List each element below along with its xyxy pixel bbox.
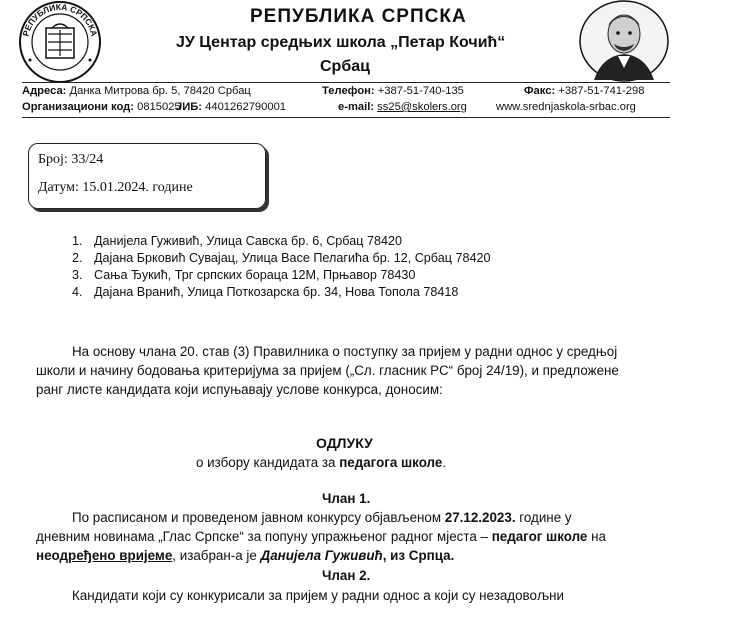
seal-text: РЕПУБЛИКА СРПСКА [20,1,100,38]
address-label: Адреса: [22,85,67,97]
header-city: Србац [320,58,370,75]
article-1-line: дневним новинама „Глас Српске“ за попуну упражњеног радног мјеста – педагог школе на [36,529,606,544]
header-rule-top [22,82,670,83]
decision-title: ОДЛУКУ [316,435,373,451]
article-1-line: неодређено вријеме, изабран-а је Данијела Гуживић, из Српца. [36,548,455,563]
contact-org-code [22,101,181,113]
contact-email [338,101,467,113]
org-code-value: 0815025 [137,101,181,113]
article-1-heading: Члан 1. [322,491,371,506]
preamble-line: школи и начину бодовања критеријума за пријем („Сл. гласник РС“ број 24/19), и предложене [36,363,619,378]
document-number: Број: 33/24 [38,152,104,167]
founder-portrait-image [578,0,670,82]
phone-value: +387-51-740-135 [377,85,464,97]
website-link[interactable]: www.srednjaskola-srbac.org [496,101,636,113]
address-value: Данка Митрова бр. 5, 78420 Србац [69,85,251,97]
header-title: РЕПУБЛИКА СРПСКА [250,6,467,27]
email-link[interactable]: ss25@skolers.org [377,101,467,113]
article-2-heading: Члан 2. [322,568,371,583]
recipient-list-item: 2. Дајана Брковић Сувајац, Улица Васе Пелагића бр. 12, Србац 78420 [72,251,491,265]
recipient-list-item: 3. Сања Ђукић, Трг српских бораца 12М, Прњавор 78430 [72,268,416,282]
contact-address [22,85,251,97]
preamble-line: На основу члана 20. став (3) Правилника о поступку за пријем у радни однос у средњој [72,344,618,359]
org-code-label: Организациони код: [22,101,134,113]
recipient-list-item: 4. Дајана Вранић, Улица Поткозарска бр. 34, Нова Топола 78418 [72,285,459,299]
recipient-list-item: 1. Данијела Гуживић, Улица Савска бр. 6, Србац 78420 [72,234,402,248]
contact-phone [322,85,464,97]
phone-label: Телефон: [322,85,375,97]
republic-seal-logo [18,0,102,84]
fax-value: +387-51-741-298 [558,85,645,97]
email-label: e-mail: [338,101,375,113]
article-2-line: Кандидати који су конкурисали за пријем у радни однос а који су незадовољни [72,588,564,603]
contact-fax [524,85,644,97]
jib-label: ЈИБ: [176,101,203,113]
fax-label: Факс: [524,85,556,97]
decision-subtitle: о избору кандидата за педагога школе. [196,455,447,470]
header-school-name: ЈУ Центар средњих школа „Петар Кочић“ [176,34,506,51]
document-date: Датум: 15.01.2024. године [38,180,193,195]
preamble-line: ранг листе кандидата који испуњавају услове конкурса, доносим: [36,382,443,397]
contact-jib [176,101,286,113]
jib-value: 4401262790001 [205,101,287,113]
document-number-box [28,143,266,209]
article-1-line: По расписаном и проведеном јавном конкурсу објављеном 27.12.2023. године у [72,510,572,525]
header-rule-bottom [22,117,670,118]
